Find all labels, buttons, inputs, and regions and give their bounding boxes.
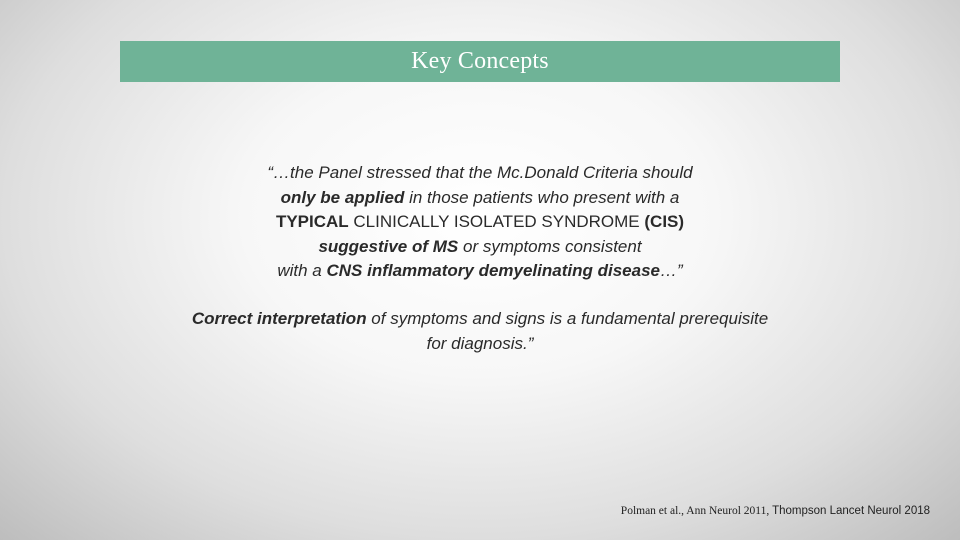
interpretation-line-1 <box>100 307 860 332</box>
quote-line-1: “…the Panel stressed that the Mc.Donald Criteria should <box>267 163 693 182</box>
citation-polman: Polman et al., Ann Neurol 2011, <box>620 505 773 517</box>
quote-emphasis-only-applied: only be applied <box>280 187 405 207</box>
quote-line-4 <box>180 235 780 260</box>
interpretation-emphasis: Correct interpretation <box>191 309 367 328</box>
quote-emphasis-typical: TYPICAL <box>275 212 349 231</box>
quote-line-3-mid: CLINICALLY ISOLATED SYNDROME <box>348 212 645 231</box>
quote-line-3 <box>180 210 780 235</box>
quote-emphasis-ms: suggestive of MS <box>318 236 459 256</box>
quote-line-2 <box>180 186 780 211</box>
citation-thompson: Thompson Lancet Neurol 2018 <box>772 505 930 517</box>
slide-title: Key Concepts <box>411 48 549 74</box>
interpretation-line-2: for diagnosis.” <box>426 333 534 353</box>
interpretation-block <box>100 307 860 356</box>
quote-line-4-rest: or symptoms consistent <box>458 236 642 256</box>
quote-line-5-end: …” <box>659 261 683 280</box>
quote-emphasis-cns: CNS inflammatory demyelinating disease <box>326 261 660 280</box>
quote-block <box>180 161 780 284</box>
title-bar <box>120 41 840 82</box>
interpretation-line-1-rest: of symptoms and signs is a fundamental prerequisite <box>366 309 769 328</box>
quote-emphasis-cis: (CIS) <box>644 212 685 231</box>
quote-line-5 <box>180 259 780 284</box>
quote-line-5-pre: with a <box>277 261 327 280</box>
citation <box>621 505 930 517</box>
quote-line-2-rest: in those patients who present with a <box>404 187 680 207</box>
